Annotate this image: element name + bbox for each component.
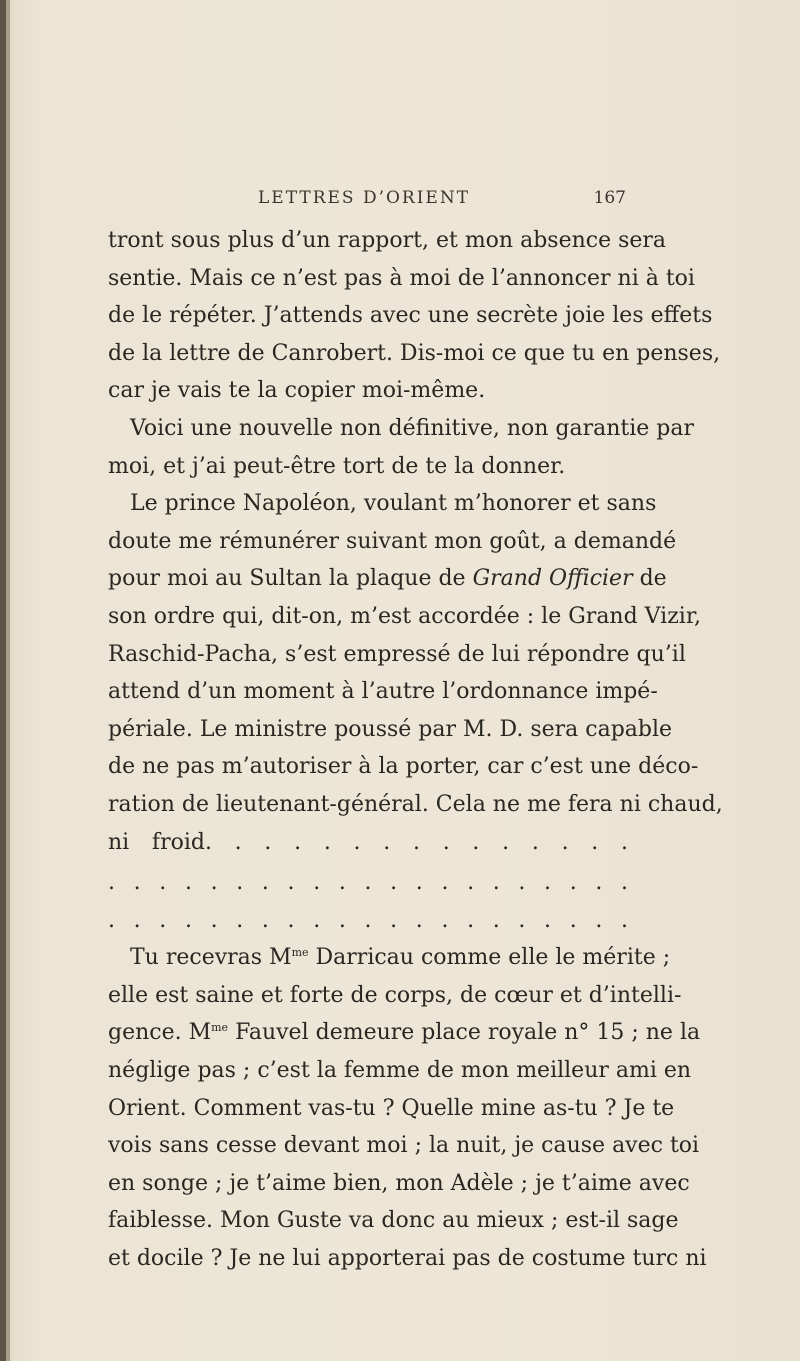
text-line: moi, et j’ai peut-être tort de te la donner. — [108, 453, 566, 479]
body-text — [108, 222, 723, 1278]
text-line: en songe ; je t’aime bien, mon Adèle ; je t’aime avec — [108, 1170, 690, 1196]
text-line: et docile ? Je ne lui apporterai pas de costume turc ni — [108, 1246, 707, 1272]
superscript: me — [291, 946, 309, 960]
text-line: ni froid. . . . . . . . . . . . . . . — [108, 829, 628, 855]
binding-shadow — [6, 0, 10, 1361]
text-fragment: Darricau comme elle le mérite ; — [308, 945, 671, 971]
text-line: de la lettre de Canrobert. Dis-moi ce que tu en penses, — [108, 340, 721, 366]
text-line: périale. Le ministre poussé par M. D. sera capable — [108, 716, 673, 742]
text-line: car je vais te la copier moi-même. — [108, 378, 486, 404]
ellipsis-line: . . . . . . . . . . . . . . . . . . . . . — [108, 907, 628, 933]
text-line — [108, 560, 667, 598]
text-line: Raschid-Pacha, s’est empressé de lui répondre qu’il — [108, 641, 686, 667]
text-line: de ne pas m’autoriser à la porter, car c’est une déco- — [108, 754, 699, 780]
text-line: attend d’un moment à l’autre l’ordonnance impé- — [108, 679, 658, 705]
text-line: faiblesse. Mon Guste va donc au mieux ; est-il sage — [108, 1208, 679, 1234]
page-number: 167 — [593, 188, 626, 208]
text-line: sentie. Mais ce n’est pas à moi de l’annoncer ni à toi — [108, 265, 695, 291]
text-line: Orient. Comment vas-tu ? Quelle mine as-tu ? Je te — [108, 1095, 675, 1121]
ellipsis-line: . . . . . . . . . . . . . . . . . . . . . — [108, 870, 628, 896]
text-line — [108, 939, 671, 977]
text-line: doute me rémunérer suivant mon goût, a demandé — [108, 528, 677, 554]
text-line: Voici une nouvelle non définitive, non garantie par — [130, 415, 695, 441]
text-line: elle est saine et forte de corps, de cœur et d’intelli- — [108, 982, 682, 1008]
text-line: tront sous plus d’un rapport, et mon absence sera — [108, 228, 667, 253]
running-title: LETTRES D’ORIENT — [258, 188, 471, 208]
text-line: son ordre qui, dit-on, m’est accordée : le Grand Vizir, — [108, 603, 701, 629]
text-line: ration de lieutenant-général. Cela ne me fera ni chaud, — [108, 791, 723, 817]
text-line: vois sans cesse devant moi ; la nuit, je cause avec toi — [108, 1133, 700, 1159]
text-line: de le répéter. J’attends avec une secrète joie les effets — [108, 303, 713, 329]
emphasis-text: Grand Officier — [472, 566, 633, 592]
page-header — [108, 184, 626, 214]
text-fragment: Fauvel demeure place royale n° 15 ; ne la — [228, 1020, 701, 1046]
superscript: me — [211, 1021, 229, 1035]
text-fragment: pour moi au Sultan la plaque de — [108, 566, 466, 592]
text-line: néglige pas ; c’est la femme de mon meilleur ami en — [108, 1058, 692, 1084]
text-line — [108, 1014, 701, 1052]
text-fragment: gence. M — [108, 1020, 212, 1046]
text-line: Le prince Napoléon, voulant m’honorer et sans — [130, 491, 657, 517]
text-fragment: Tu recevras M — [130, 945, 292, 971]
text-fragment: de — [639, 566, 667, 592]
